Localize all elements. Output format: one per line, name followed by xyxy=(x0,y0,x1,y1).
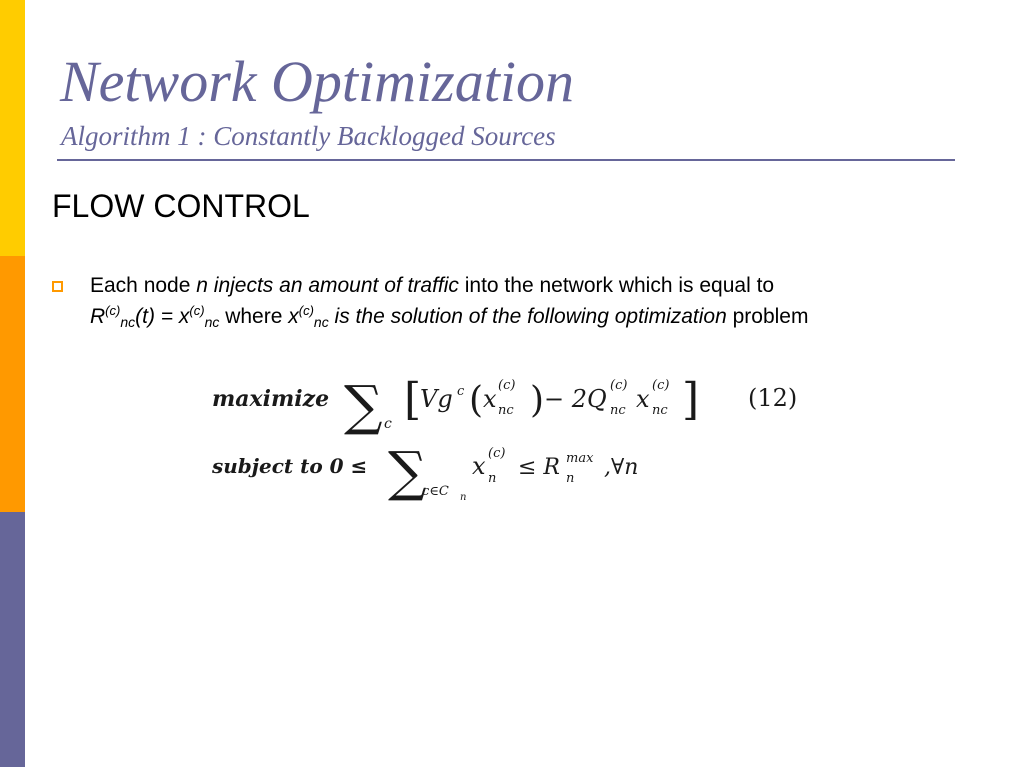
x2-subscript: nc xyxy=(313,314,329,330)
bullet-paragraph xyxy=(90,270,990,332)
x-superscript: (c) xyxy=(189,303,205,318)
slide-subtitle: Algorithm 1 : Constantly Backlogged Sources xyxy=(61,121,556,151)
section-heading: FLOW CONTROL xyxy=(52,188,310,224)
x-term-2-subscript: nc xyxy=(652,403,668,418)
title-divider xyxy=(57,159,955,161)
x-term-1: x xyxy=(483,385,497,413)
subject-to-constraint: subject to 0 ≤ xyxy=(212,454,368,478)
left-paren: ( xyxy=(469,380,484,421)
rate-subscript: nc xyxy=(120,314,136,330)
rate-superscript: (c) xyxy=(105,303,121,318)
forall-n: ,∀n xyxy=(604,455,639,480)
r-subscript: n xyxy=(566,471,575,486)
accent-band-bottom xyxy=(0,512,25,767)
where-word: where xyxy=(219,305,289,328)
bullet-text-2: n injects an amount of traffic xyxy=(196,274,459,297)
g-superscript: c xyxy=(457,384,465,399)
equation-number: (12) xyxy=(748,384,798,412)
right-paren: ) xyxy=(530,380,545,421)
x-term-2-superscript: (c) xyxy=(652,378,670,393)
x-symbol: x xyxy=(288,305,299,328)
maximize-word: maximize xyxy=(212,386,330,412)
rate-equals-x: (t) = x xyxy=(135,305,190,328)
x-term-2: x xyxy=(636,385,650,413)
sum-symbol-2: ∑ xyxy=(388,440,427,503)
q-superscript: (c) xyxy=(610,378,628,393)
q-subscript: nc xyxy=(610,403,626,418)
sum-index-2: c∈C xyxy=(422,484,449,499)
solution-phrase: is the solution of the following optimization xyxy=(328,305,727,328)
x-term-3-subscript: n xyxy=(488,471,497,486)
rate-symbol: R xyxy=(90,305,106,328)
optimization-equation xyxy=(212,362,812,512)
x-term-3: x xyxy=(472,452,486,480)
x2-superscript: (c) xyxy=(298,303,314,318)
bullet-text-1: Each node xyxy=(90,274,197,297)
slide-title: Network Optimization xyxy=(60,49,574,114)
accent-band-middle xyxy=(0,256,25,512)
leq-r-term: ≤ R xyxy=(518,455,560,480)
sum-index-2-subscript: n xyxy=(460,492,467,503)
sum-symbol-1: ∑ xyxy=(344,374,383,437)
bullet-text-3: into the network which is equal to xyxy=(458,274,775,297)
r-superscript: max xyxy=(566,451,594,466)
x-subscript: nc xyxy=(204,314,220,330)
minus-2q-term: − 2Q xyxy=(544,385,607,413)
right-bracket: ] xyxy=(682,374,700,425)
sum-index-1: c xyxy=(384,416,392,432)
x-term-1-subscript: nc xyxy=(498,403,514,418)
v-g-term: Vg xyxy=(420,385,453,413)
square-bullet-icon xyxy=(52,281,63,292)
x-term-1-superscript: (c) xyxy=(498,378,516,393)
accent-band-top xyxy=(0,0,25,256)
left-bracket: [ xyxy=(404,374,422,425)
problem-word: problem xyxy=(726,305,809,328)
x-term-3-superscript: (c) xyxy=(488,446,506,461)
